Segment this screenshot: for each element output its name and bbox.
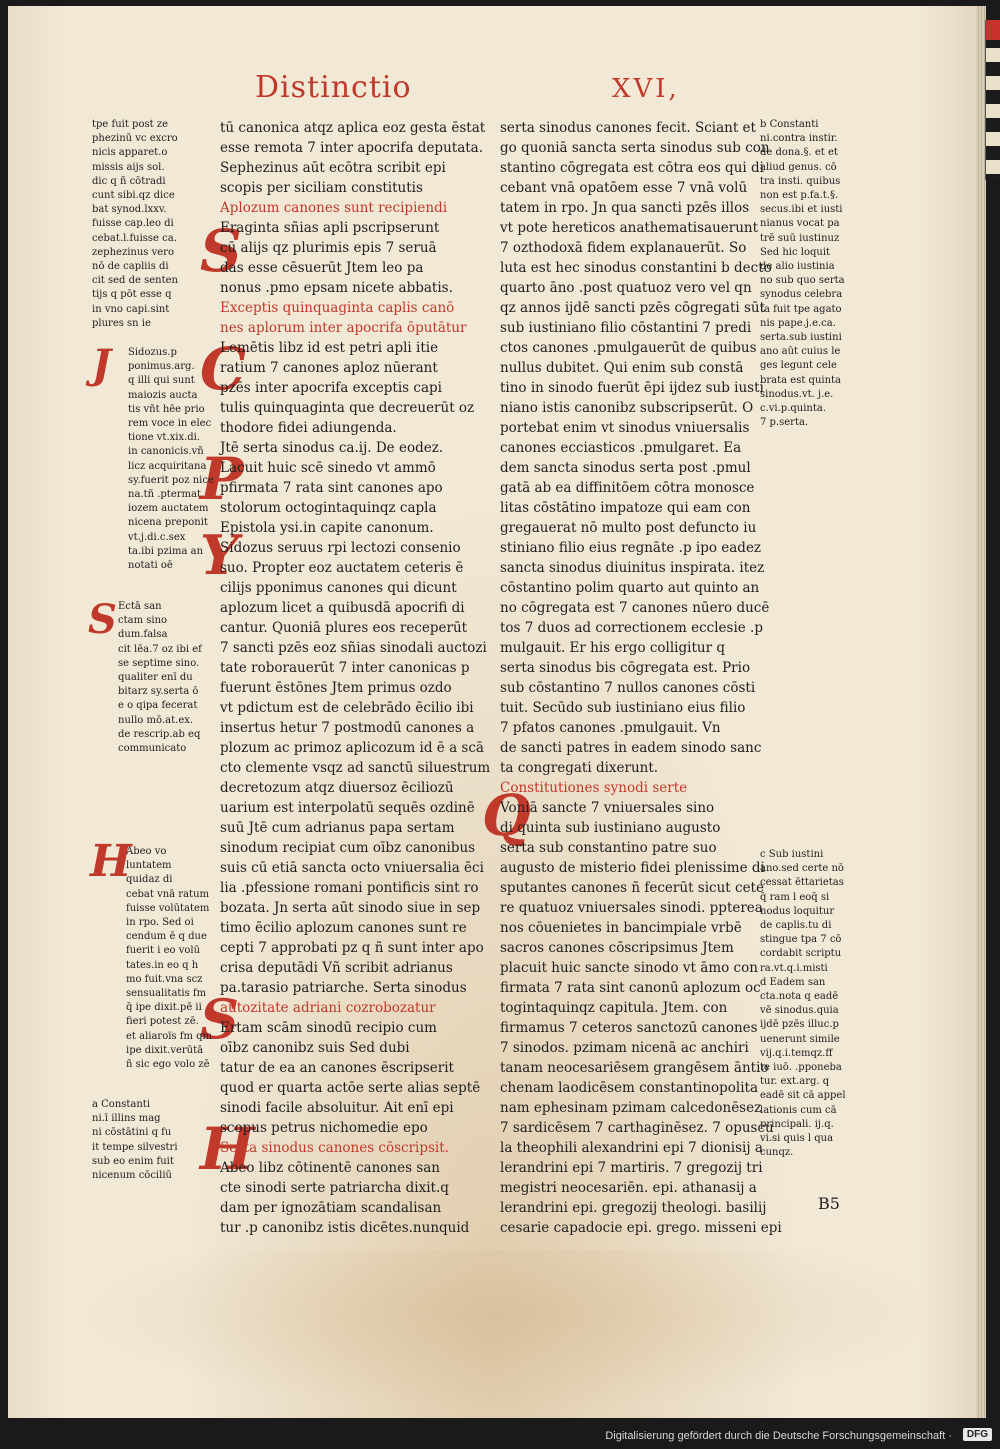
text-line: sacros canones cōscripsimus Jtem <box>500 940 734 956</box>
text-line: nonus .pmo epsam nicete abbatis. <box>220 280 453 296</box>
text-line: placuit huic sancte sinodo vt āmo con <box>500 960 758 976</box>
gloss-line: c Sub iustini <box>760 849 824 860</box>
text-line: ctos canones .pmulgauerūt de quibus <box>500 340 757 356</box>
gloss-line: de alio iustinia <box>760 261 835 273</box>
gloss-line: de caplis.tu di <box>760 920 832 932</box>
text-line: Lacuit huic scē sinedo vt ammō <box>220 460 436 476</box>
text-line: Epistola ysi.in capite canonum. <box>220 520 434 536</box>
text-line: serta sinodus canones fecit. Sciant et <box>500 120 756 136</box>
gloss-line: communicato <box>118 743 187 755</box>
gloss-line: de dona.§. et et <box>760 147 838 159</box>
gloss-line: ni cōstātini q fu <box>92 1127 172 1139</box>
text-line: Eraginta sñias apli pscripserunt <box>220 220 440 236</box>
gloss-line: tates.in eo q h <box>126 959 199 971</box>
gloss-line: q̄ ipe dixit.pē ii <box>126 1002 202 1014</box>
text-line: Jtē serta sinodus ca.ij. De eodez. <box>220 440 444 456</box>
text-line: la theophili alexandrini epi 7 dionisij a <box>500 1140 763 1156</box>
gloss-line: tijs q pōt esse q <box>92 289 172 301</box>
text-line: 7 sancti pzēs eoz sñias sinodali auctozi <box>220 640 487 656</box>
text-line: tos 7 duos ad correctionem ecclesie .p <box>500 620 763 636</box>
text-line: sub iustiniano filio cōstantini 7 predi <box>500 320 752 336</box>
text-line: cantur. Quoniā plures eos receperūt <box>220 620 468 636</box>
text-line: cebant vnā opatōem esse 7 vnā volū <box>500 180 748 196</box>
gloss-initial-i: J <box>92 341 111 388</box>
gloss-line: cunqz. <box>760 1147 794 1159</box>
text-line: gregauerat nō multo post defuncto iu <box>500 520 757 536</box>
gloss-line: serta.sub iustini <box>760 332 842 344</box>
text-line: tulis quinquaginta que decreuerūt oz <box>220 400 475 416</box>
text-line: di quinta sub iustiniano augusto <box>500 820 721 836</box>
gloss-line: uenerunt simile <box>760 1033 840 1045</box>
gloss-line: ni.ī illins mag <box>92 1113 161 1125</box>
gloss-line: nullo mō.at.ex. <box>118 714 194 726</box>
gloss-line: tione vt.xix.di. <box>128 432 201 444</box>
text-line: sinodi facile absoluitur. Ait enī epi <box>220 1100 454 1116</box>
gloss-line: ano.sed certe nō <box>760 863 844 875</box>
text-line: sinodum recipiat cum oībz canonibus <box>220 840 476 856</box>
text-line: gatā ab ea diffinitōem cōtra monosce <box>500 480 755 496</box>
text-line: tino in sinodo fuerūt ēpi ijdez sub iusti <box>500 380 764 396</box>
gloss-line: ijdē pzēs illuc.p <box>760 1019 839 1031</box>
text-line: nos cōuenietes in bancimpiale vrbē <box>500 920 742 936</box>
gloss-line: q̄ ram l eoq̄ si <box>760 891 830 903</box>
gloss-line: qualiter enī du <box>118 672 193 684</box>
initial-p-1: P <box>200 445 244 513</box>
gloss-line: bat synod.lxxv. <box>92 204 167 216</box>
gloss-line: sy.fuerit poz nice <box>128 474 214 486</box>
text-line: sub cōstantino 7 nullos canones cōsti <box>500 680 756 696</box>
gloss-line: dic q ñ cōtradi <box>92 175 166 187</box>
text-line: vt pdictum est de celebrādo ēcilio ibi <box>220 700 474 716</box>
text-line: litas cōstātino impatoze qui eam con <box>500 500 751 516</box>
text-line: 7 pfatos canones .pmulgauit. Vn <box>500 720 721 736</box>
gloss-left-top <box>92 118 202 331</box>
text-line: mulgauit. Er his ergo colligitur q <box>500 640 725 656</box>
gloss-line: ponimus.arg. <box>128 361 195 373</box>
gloss-line: in rpo. Sed oi <box>126 917 194 929</box>
gloss-line: tur. ext.arg. q <box>760 1076 830 1088</box>
gloss-line: cunt sibi.qz dice <box>92 190 175 202</box>
text-line: Sephezinus aūt ecōtra scribit epi <box>220 160 446 176</box>
gloss-line: cendum ē q due <box>126 931 207 943</box>
gloss-initial-h: H <box>90 836 132 887</box>
gloss-line: sinodus.vt. j.e. <box>760 388 834 400</box>
gloss-line: dum.falsa <box>118 629 168 641</box>
initial-c-1: C <box>200 335 247 403</box>
gloss-line: fuerit i eo volū <box>126 945 201 957</box>
text-line: sputantes canones ñ fecerūt sicut cete <box>500 880 764 896</box>
gloss-line: trē suū iustinuz <box>760 232 840 244</box>
color-scale-ruler <box>985 20 1000 180</box>
text-line: quarto āno .post quatuoz vero vel qn <box>500 280 752 296</box>
text-line: suis cū etiā sancta octo vniuersalia ēci <box>220 860 484 876</box>
gloss-line: vi.si quis l qua <box>760 1133 834 1145</box>
rubric-line: Aplozum canones sunt recipiendi <box>220 200 448 216</box>
text-line: re quatuoz vniuersales sinodi. ppterea <box>500 900 763 916</box>
gloss-line: non est p.fa.t.§. <box>760 190 839 202</box>
text-line: stiniano filio eius regnāte .p ipo eadez <box>500 540 762 556</box>
text-line: ta congregati dixerunt. <box>500 760 659 776</box>
text-line: Sidozus seruus rpi lectozi consenio <box>220 540 461 556</box>
gloss-line: Sed hic loquit <box>760 246 831 258</box>
gloss-line: secus.ibi et iusti <box>760 204 843 216</box>
text-line: tate roborauerūt 7 inter canonicas p <box>220 660 470 676</box>
gloss-line: nis pape.j.e.ca. <box>760 317 836 329</box>
gloss-left-bottom <box>126 845 212 1072</box>
rubric-line: Constitutiones synodi serte <box>500 780 688 796</box>
text-line: scopis per siciliam constitutis <box>220 180 423 196</box>
initial-s-2: S <box>200 987 239 1051</box>
text-line: oībz canonibz suis Sed dubi <box>220 1040 410 1056</box>
gloss-right-bottom <box>760 848 878 1160</box>
gloss-line: tra insti. quibus <box>760 175 841 187</box>
gloss-line: ano aūt cuius le <box>760 346 841 358</box>
gloss-line: tis vñt hēe prio <box>128 403 205 415</box>
text-line: plozum ac primoz aplicozum id ē a scā <box>220 740 484 756</box>
gloss-line: Abeo vo <box>126 846 167 857</box>
text-line: stantino cōgregata est cōtra eos qui di <box>500 160 764 176</box>
gloss-line: synodus celebra <box>760 289 843 301</box>
text-line: Lemētis libz id est petri apli itie <box>220 340 439 356</box>
gloss-line: stingue tpa 7 cō <box>760 934 842 946</box>
gloss-line: principali. ij.q. <box>760 1118 834 1130</box>
gloss-line: in canonicis.vñ <box>128 446 204 458</box>
gloss-line: quidaz di <box>126 874 173 886</box>
gloss-line: ta.ibi pzima an <box>128 545 204 557</box>
gloss-line: cebat.l.fuisse ca. <box>92 232 177 244</box>
text-line: lerandrini epi 7 martiris. 7 gregozij tri <box>500 1160 763 1176</box>
text-line: uarium est interpolatū sequēs ozdinē <box>220 800 475 816</box>
gloss-line: ra.vt.q.i.misti <box>760 962 828 974</box>
rubric-line: Exceptis quinquaginta caplis canō <box>220 300 455 316</box>
text-line: cōstantino polim quarto aut quinto an <box>500 580 760 596</box>
gloss-line: e o qipa fecerat <box>118 700 198 712</box>
gloss-line: tpe fuit post ze <box>92 119 168 130</box>
gloss-left-middle-2 <box>118 600 204 756</box>
gloss-line: sensualitatis fm <box>126 988 207 1000</box>
text-line: de sancti patres in eadem sinodo sanc <box>500 740 762 756</box>
text-line: lia .pfessione romani pontificis sint ro <box>220 880 479 896</box>
text-line: go quoniā sancta serta sinodus sub con <box>500 140 770 156</box>
text-line: firmamus 7 ceteros sanctozū canones <box>500 1020 758 1036</box>
gloss-line: notati oē <box>128 560 173 572</box>
initial-s-1: S <box>200 217 242 285</box>
gloss-right-top <box>760 118 878 430</box>
gloss-left-middle <box>128 346 214 573</box>
text-line: tatem in rpo. Jn qua sancti pzēs illos <box>500 200 750 216</box>
gloss-line: nicis apparet.o <box>92 147 168 159</box>
text-line: cto clemente vsqz ad sanctū siluestrum <box>220 760 491 776</box>
gloss-line: nicena preponit <box>128 517 208 529</box>
text-line: cepti 7 approbati pz q ñ sunt inter apo <box>220 940 484 956</box>
gloss-line: zephezinus vero <box>92 246 174 258</box>
text-line: serta sinodus bis cōgregata est. Prio <box>500 660 751 676</box>
gloss-line: cit lēa.7 oz ibi ef <box>118 643 202 655</box>
gloss-line: Ectā san <box>118 601 162 612</box>
text-column-1 <box>220 118 491 1238</box>
text-line: tuit. Secūdo sub iustiniano eius filio <box>500 700 746 716</box>
text-line: 7 sardicēsem 7 carthaginēsez. 7 opuscu <box>500 1120 774 1136</box>
gloss-line: ctam sino <box>118 615 168 627</box>
gloss-line: de rescrip.ab eq <box>118 728 201 740</box>
gloss-line: no sub quo serta <box>760 275 845 287</box>
text-line: scopus petrus nichomedie epo <box>220 1120 428 1136</box>
gloss-line: sub eo enim fuit <box>92 1155 174 1167</box>
text-line: pa.tarasio patriarche. Serta sinodus <box>220 980 467 996</box>
gloss-line: q illi qui sunt <box>128 375 195 387</box>
running-head-right: XVI, <box>612 74 680 104</box>
gloss-line: phezinū vc excro <box>92 133 178 145</box>
signature-mark: B5 <box>818 1194 840 1213</box>
gloss-line: fieri potest zē. <box>126 1016 199 1028</box>
text-line: suū Jtē cum adrianus papa sertam <box>220 820 455 836</box>
gloss-line: vij.q.i.temqz.ff <box>760 1047 833 1059</box>
text-line: tū canonica atqz aplica eoz gesta ēstat <box>220 120 486 136</box>
text-line: augusto de misterio fidei plenissime di <box>500 860 765 876</box>
rubric-line: Serta sinodus canones cōscripsit. <box>220 1140 449 1156</box>
text-line: cte sinodi serte patriarcha dixit.q <box>220 1180 449 1196</box>
text-line: cesarie capadocie epi. grego. misseni epi <box>500 1220 782 1236</box>
text-line: insertus hetur 7 postmodū canones a <box>220 720 475 736</box>
text-line: chenam laodicēsem constantinopolita <box>500 1080 759 1096</box>
text-line: firmata 7 rata sint canonū aplozum oc <box>500 980 761 996</box>
text-line: tur .p canonibz istis dicētes.nunquid <box>220 1220 470 1236</box>
text-line: Abeo libz cōtinentē canones san <box>220 1160 441 1176</box>
gloss-line: vt.j.di.c.sex <box>128 531 186 543</box>
text-line: fuerunt ēstōnes Jtem primus ozdo <box>220 680 452 696</box>
gloss-line: in vno capi.sint <box>92 303 170 315</box>
text-line: quod er quarta actōe serte alias septē <box>220 1080 481 1096</box>
text-line: Voniā sancte 7 vniuersales sino <box>500 800 715 816</box>
gloss-line: luntatem <box>126 860 172 872</box>
gloss-line: c.vi.p.quinta. <box>760 403 827 415</box>
text-line: decretozum atqz diuersoz ēciliozū <box>220 780 454 796</box>
gloss-line: plures sn ie <box>92 317 151 329</box>
page-edge <box>976 6 986 1418</box>
gloss-line: missis aijs sol. <box>92 161 165 173</box>
gloss-line: lationis cum cā <box>760 1104 837 1116</box>
text-line: serta sub constantino patre suo <box>500 840 717 856</box>
text-line: lerandrini epi. gregozij theologi. basilij <box>500 1200 767 1216</box>
gloss-line: aliud genus. cō <box>760 161 837 173</box>
gloss-line: ges legunt cele <box>760 360 837 372</box>
text-line: timo ēcilio aplozum canones sunt re <box>220 920 467 936</box>
text-line: pzēs inter apocrifa exceptis capi <box>220 380 442 396</box>
gloss-line: mo fuit.vna scz <box>126 973 203 985</box>
text-line: thodore fidei adiungenda. <box>220 420 397 436</box>
gloss-line: et aliaroïs fm qm <box>126 1030 212 1042</box>
text-line: togintaquinqz capitula. Jtem. con <box>500 1000 728 1016</box>
gloss-initial-s: S <box>88 596 117 643</box>
gloss-line: b Constanti <box>760 119 819 130</box>
dfg-logo: DFG <box>963 1428 992 1441</box>
text-line: 7 sinodos. pzimam nicenā ac anchiri <box>500 1040 749 1056</box>
text-line: canones ecciasticos .pmulgaret. Ea <box>500 440 742 456</box>
gloss-line: nō de capliis di <box>92 261 169 273</box>
text-line: suo. Propter eoz auctatem ceteris ē <box>220 560 464 576</box>
gloss-line: fuisse volūtatem <box>126 902 210 914</box>
text-line: pfirmata 7 rata sint canones apo <box>220 480 443 496</box>
text-line: bozata. Jn serta aūt sinodo siue in sep <box>220 900 481 916</box>
gloss-line: ta fuit tpe agato <box>760 303 842 315</box>
rubric-line: autozitate adriani cozrobozatur <box>220 1000 436 1016</box>
initial-i-1: Y <box>200 523 239 587</box>
initial-q-1: Q <box>482 783 531 849</box>
initial-h-1: H <box>200 1115 255 1183</box>
text-line: crisa deputādi Vñ scribit adrianus <box>220 960 453 976</box>
gloss-line: it tempe silvestri <box>92 1141 178 1153</box>
gloss-line: nicenum cōciliū <box>92 1170 172 1182</box>
text-line: cū alijs qz plurimis epis 7 seruā <box>220 240 437 256</box>
text-line: portebat enim vt sinodus vniuersalis <box>500 420 750 436</box>
text-line: megistri neocesariēn. epi. athanasij a <box>500 1180 757 1196</box>
gloss-line: 7 p.serta. <box>760 417 809 429</box>
gloss-line: ipe dixit.verūtā <box>126 1044 204 1056</box>
gloss-line: cessat ēttarietas <box>760 877 844 889</box>
gloss-line: licz acquiritana <box>128 460 207 472</box>
text-line: cilijs pponimus canones qui dicunt <box>220 580 457 596</box>
gloss-line: na.tñ .ptermat <box>128 489 201 501</box>
gloss-line: se septime sino. <box>118 657 200 669</box>
gloss-line: brata est quinta <box>760 374 842 386</box>
footer-bar <box>0 1424 1000 1449</box>
gloss-line: eadē sit cā appel <box>760 1090 846 1102</box>
gloss-line: cordabit scriptu <box>760 948 842 960</box>
gloss-line: fuisse cap.leo di <box>92 218 174 230</box>
running-head-left: Distinctio <box>255 70 412 105</box>
text-line: stolorum octogintaquinqz capla <box>220 500 437 516</box>
text-line: vt pote hereticos anathematisauerunt <box>500 220 759 236</box>
ruler-red-tip <box>986 20 1000 40</box>
text-line: nullus dubitet. Qui enim sub constā <box>500 360 744 376</box>
gloss-line: maiozis aucta <box>128 389 198 401</box>
text-line: qz annos ijdē sancti pzēs cōgregati sūt <box>500 300 766 316</box>
gloss-line: ñ sic ego volo zē <box>126 1059 210 1071</box>
gloss-line: d Eadem san <box>760 976 826 988</box>
gloss-line: Sidozus.p <box>128 347 177 358</box>
footer-text: Digitalisierung gefördert durch die Deutsche Forschungsgemeinschaft · <box>605 1430 952 1442</box>
gloss-line: bitarz sy.serta ō <box>118 686 199 698</box>
text-line: nam ephesinam pzimam calcedonēsez <box>500 1100 762 1116</box>
text-line: aplozum licet a quibusdā apocrifi di <box>220 600 465 616</box>
gloss-left-end <box>92 1098 204 1183</box>
gloss-line: nodus loquitur <box>760 905 835 917</box>
gloss-line: ni.contra instir. <box>760 133 838 145</box>
gloss-line: iozem auctatem <box>128 503 209 515</box>
text-line: ratium 7 canones aploz nūerant <box>220 360 438 376</box>
text-line: Ertam scām sinodū recipio cum <box>220 1020 437 1036</box>
text-line: esse remota 7 inter apocrifa deputata. <box>220 140 484 156</box>
text-line: sancta sinodus diuinitus inspirata. itez <box>500 560 765 576</box>
rubric-line: nes aplorum inter apocrifa ōputātur <box>220 320 467 336</box>
text-line: luta est hec sinodus constantini b decto <box>500 260 772 276</box>
gloss-line: cebat vnā ratum <box>126 888 209 900</box>
text-line: das esse cēsuerūt Jtem leo pa <box>220 260 424 276</box>
text-line: dam per ignozātiam scandalisan <box>220 1200 442 1216</box>
text-line: 7 ozthodoxā fidem explanauerūt. So <box>500 240 747 256</box>
text-line: dem sancta sinodus serta post .pmul <box>500 460 751 476</box>
gloss-line: cit sed de senten <box>92 275 178 287</box>
text-line: tanam neocesariēsem grangēsem āntio <box>500 1060 769 1076</box>
text-line: tatur de ea an canones ēscripserit <box>220 1060 454 1076</box>
text-line: niano istis canonibz subscripserūt. O <box>500 400 754 416</box>
gloss-line: a Constanti <box>92 1099 151 1110</box>
gloss-line: te iuō. .pponeba <box>760 1062 842 1074</box>
gloss-line: rem voce in elec <box>128 418 212 430</box>
gloss-line: vē sinodus.quia <box>760 1005 839 1017</box>
gloss-line: cta.nota q eadē <box>760 991 839 1003</box>
gloss-line: nianus vocat pa <box>760 218 840 230</box>
text-line: no cōgregata est 7 canones nūero ducē <box>500 600 770 616</box>
